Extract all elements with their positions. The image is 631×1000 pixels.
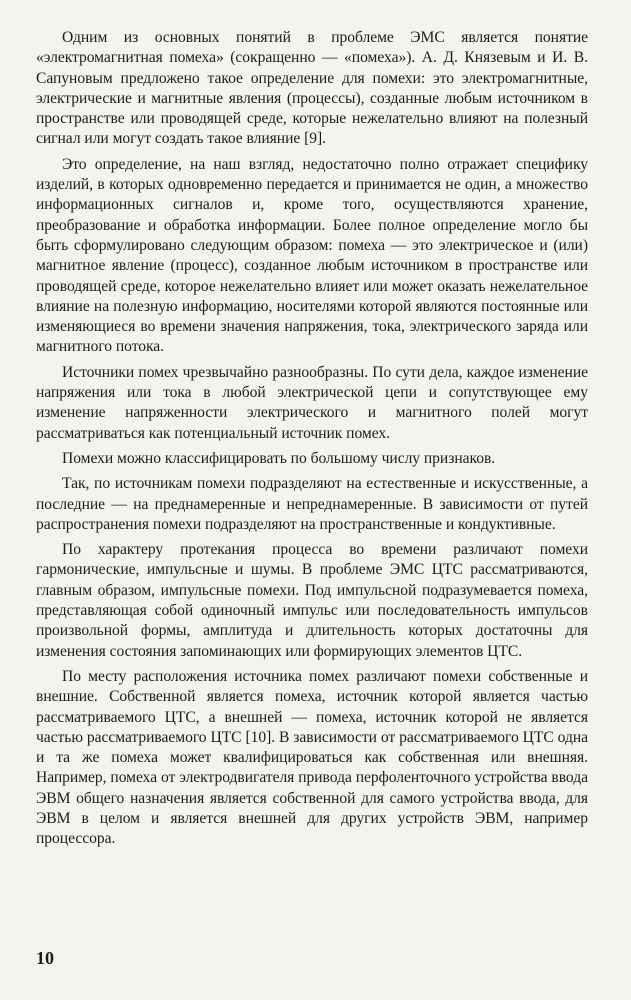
paragraph-7: По месту расположения источника помех различают помехи собственные и внешние. Собственной является помеха, источник которой является частью рассматриваемого ЦТС, а внешней — помеха, источник которой не является частью рассматриваемого ЦТС [10]. В зависимости от рассматриваемого ЦТС одна и та же помеха может квалифицироваться как собственная или внешняя. Например, помеха от электродвигателя привода перфоленточного устройства ввода ЭВМ общего назначения является собственной для самого устройства ввода, для ЭВМ в целом и является внешней для других устройств ЭВМ, например процессора. [36,667,588,848]
page-number: 10 [36,948,54,968]
paragraph-3: Источники помех чрезвычайно разнообразны. По сути дела, каждое изменение напряжения или тока в любой электрической цепи и сопутствующее ему изменение напряженности электрического и магнитного полей могут рассматриваться как потенциальный источник помех. [36,363,588,442]
document-page [36,28,588,972]
paragraph-2: Это определение, на наш взгляд, недостаточно полно отражает специфику изделий, в которых одновременно передается и принимается не один, а множество информационных сигналов и, кроме того, осуществляются хранение, преобразование и обработка информации. Более полное определение могло бы быть сформулировано следующим образом: помеха — это электрическое и (или) магнитное явление (процесс), созданное любым источником в пространстве или проводящей среде, которое нежелательно влияет или может оказать нежелательное влияние на полезную информацию, носителями которой являются постоянные или изменяющиеся во времени значения напряжения, тока, электрического заряда или магнитного потока. [36,155,588,356]
paragraph-5: Так, по источникам помехи подразделяют на естественные и искусственные, а последние — на преднамеренные и непреднамеренные. В зависимости от путей распространения помехи подразделяют на пространственные и кондуктивные. [36,475,588,533]
paragraph-4: Помехи можно классифицировать по большому числу признаков. [62,449,496,467]
paragraph-1: Одним из основных понятий в проблеме ЭМС является понятие «электромагнитная помеха» (сокращенно — «помеха»). А. Д. Князевым и И. В. Сапуновым предложено такое определение для помехи: это электромагнитные, электрические и магнитные явления (процессы), созданные любым источником в пространстве или проводящей среде, которые нежелательно влияют на полезный сигнал или могут создать такое влияние [9]. [36,29,588,148]
paragraph-6: По характеру протекания процесса во времени различают помехи гармонические, импульсные и шумы. В проблеме ЭМС ЦТС рассматриваются, главным образом, импульсные помехи. Под импульсной подразумевается помеха, представляющая собой одиночный импульс или последовательность импульсов произвольной формы, амплитуда и длительность которых достаточны для изменения состояния запоминающих или формирующих элементов ЦТС. [36,541,588,660]
